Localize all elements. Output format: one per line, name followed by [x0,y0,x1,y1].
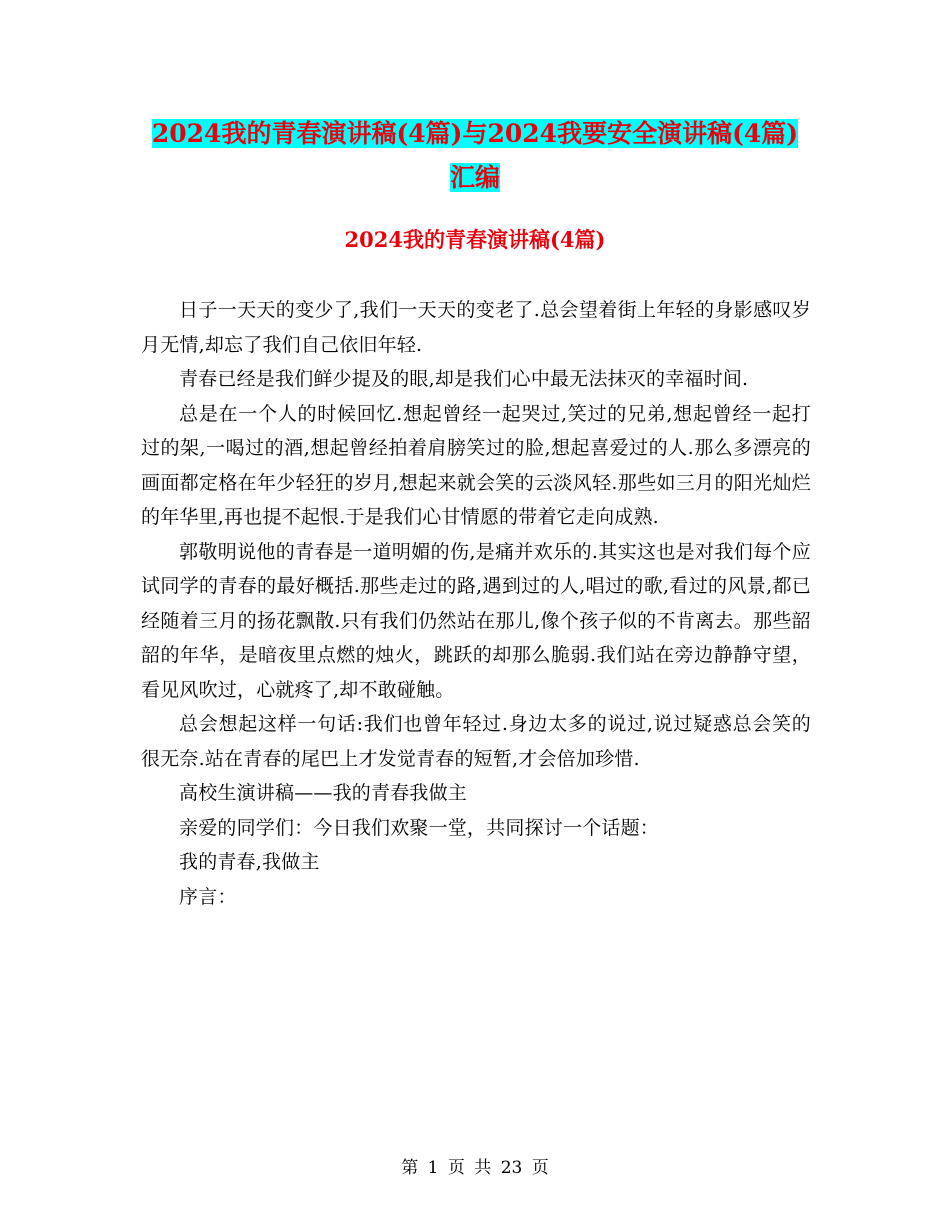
paragraph: 日子一天天的变少了,我们一天天的变老了.总会望着街上年轻的身影感叹岁月无情,却忘了我们自己依旧年轻. [141,299,811,356]
paragraph: 序言： [179,885,237,908]
paragraph: 总会想起这样一句话:我们也曾年轻过.身边太多的说过,说过疑惑总会笑的很无奈.站在青春的尾巴上才发觉青春的短暂,才会倍加珍惜. [141,713,811,770]
document-body [141,293,811,914]
section-title: 2024我的青春演讲稿(4篇) [344,227,606,252]
document-title-text: 2024我的青春演讲稿(4篇)与2024我要安全演讲稿(4篇)汇编 [151,119,799,192]
paragraph: 青春已经是我们鲜少提及的眼,却是我们心中最无法抹灭的幸福时间. [179,368,749,390]
paragraph: 总是在一个人的时候回忆.想起曾经一起哭过,笑过的兄弟,想起曾经一起打过的架,一喝过的酒,想起曾经拍着肩膀笑过的脸,想起喜爱过的人.那么多漂亮的画面都定格在年少轻狂的岁月,想起来就会笑的云淡风轻.那些如三月的阳光灿烂的年华里,再也提不起恨.于是我们心甘情愿的带着它走向成熟. [141,402,811,528]
document-title [140,112,810,200]
paragraph: 我的青春,我做主 [179,851,320,873]
paragraph: 亲爱的同学们：今日我们欢聚一堂，共同探讨一个话题： [179,816,660,839]
paragraph: 郭敬明说他的青春是一道明媚的伤,是痛并欢乐的.其实这也是对我们每个应试同学的青春的最好概括.那些走过的路,遇到过的人,唱过的歌,看过的风景,都已经随着三月的扬花飘散.只有我们仍然站在那儿,像个孩子似的不肯离去。那些韶韶的年华，是暗夜里点燃的烛火，跳跃的却那么脆弱.我们站在旁边静静守望，看见风吹过，心就疼了,却不敢碰触。 [141,540,811,701]
page-number-footer: 第 1 页 共 23 页 [401,1158,549,1178]
paragraph: 高校生演讲稿——我的青春我做主 [179,782,468,804]
